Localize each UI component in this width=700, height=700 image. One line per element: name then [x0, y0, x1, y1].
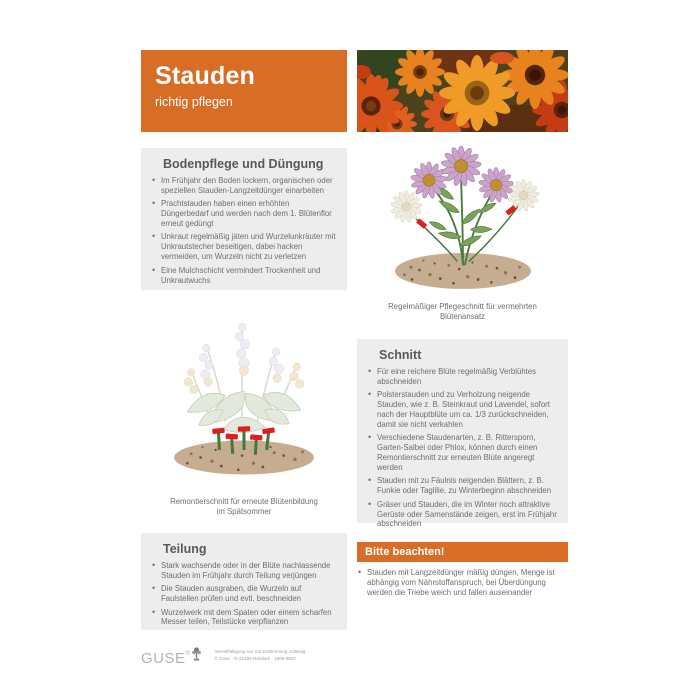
helenium-photo [357, 50, 568, 132]
figure-remontierschnitt [141, 308, 347, 517]
fineprint [214, 646, 305, 663]
list-item: • Die Stauden ausgraben, die Wurzeln auf Faulstellen prüfen und evtl. beschneiden [151, 584, 337, 604]
section-heading-schnitt: Schnitt [379, 348, 422, 362]
section-bodenpflege [141, 148, 347, 290]
list-item: • Unkraut regelmäßig jäten und Wurzelunkräuter mit Unkrautstecher beseitigen, dabei hacken vermeiden, um Wurzeln nicht zu verletzen [151, 232, 337, 262]
bodenpflege-list [151, 176, 337, 285]
list-item: • Prachtstauden haben einen erhöhten Düngerbedarf und werden nach dem 1. Blütenflor erneut gedüngt [151, 199, 337, 229]
registered-mark: ® [185, 651, 191, 657]
list-item: • Gräser und Stauden, die im Winter noch attraktive Gerüste oder Samenstände zeigen, erst im Frühjahr abschneiden [367, 500, 558, 530]
list-item: • Im Frühjahr den Boden lockern, organischen oder speziellen Stauden-Langzeitdünger einarbeiten [151, 176, 337, 196]
list-item: • Stauden mit Langzeitdünger mäßig düngen, Menge ist abhängig vom Nährstoffanspruch, bei Überdüngung werden die Triebe weich und fallen auseinander [357, 568, 567, 598]
figure-caption: Remontierschnitt für erneute Blütenbildung im Spätsommer [170, 497, 318, 517]
notice-heading: Bitte beachten! [357, 542, 568, 562]
list-item: • Stauden mit zu Fäulnis neigenden Blättern, z. B. Funkie oder Taglilie, zu Winterbeginn abschneiden [367, 476, 558, 496]
list-item: • Für eine reichere Blüte regelmäßig Verblühtes abschneiden [367, 367, 558, 387]
title-block [141, 50, 347, 132]
list-item: • Polsterstauden und zu Verholzung neigende Stauden, wie z. B. Steinkraut und Lavendel, sofort nach der Hauptblüte um ca. 1/3 zurückschneiden, damit sie nicht verkahlen [367, 390, 558, 430]
list-item: • Wurzelwerk mit dem Spaten oder einem scharfen Messer teilen, Teilstücke verpflanzen [151, 608, 337, 628]
brand-logo: GUSE® [141, 650, 191, 667]
page-subtitle: richtig pflegen [155, 94, 233, 109]
figure-pflegeschnitt [357, 146, 568, 322]
list-item: • Eine Mulchschicht vermindert Trockenheit und Unkrautwuchs [151, 266, 337, 286]
plant-logo-icon [191, 647, 202, 661]
list-item: • Stark wachsende oder in der Blüte nachlassende Stauden im Frühjahr durch Teilung verjüngen [151, 561, 337, 581]
section-bitte-beachten [357, 542, 568, 601]
list-item: • Verschiedene Staudenarten, z. B. Rittersporn, Garten-Salbei oder Phlox, können durch einen Remontierschnitt zur erneuten Blüte angeregt werden [367, 433, 558, 473]
notice-list [357, 568, 568, 598]
section-schnitt [357, 339, 568, 529]
schnitt-list [367, 367, 558, 529]
helenium-photo-graphic [357, 50, 568, 132]
page-title: Stauden [155, 62, 256, 90]
fineprint-line: © Guse · D-21465 Reinbek · 1908-9507 [214, 655, 296, 661]
footer [141, 646, 461, 667]
remontierschnitt-illustration [159, 308, 329, 488]
section-heading-teilung: Teilung [163, 542, 207, 556]
teilung-list [151, 561, 337, 627]
pflegeschnitt-illustration [378, 146, 548, 293]
section-heading-bodenpflege: Bodenpflege und Düngung [163, 157, 324, 171]
section-teilung [141, 533, 347, 630]
figure-caption: Regelmäßiger Pflegeschnitt für vermehrten Blütenansatz [388, 302, 537, 322]
fineprint-line: Vervielfältigung nur mit Zustimmung zulässig [214, 649, 306, 654]
